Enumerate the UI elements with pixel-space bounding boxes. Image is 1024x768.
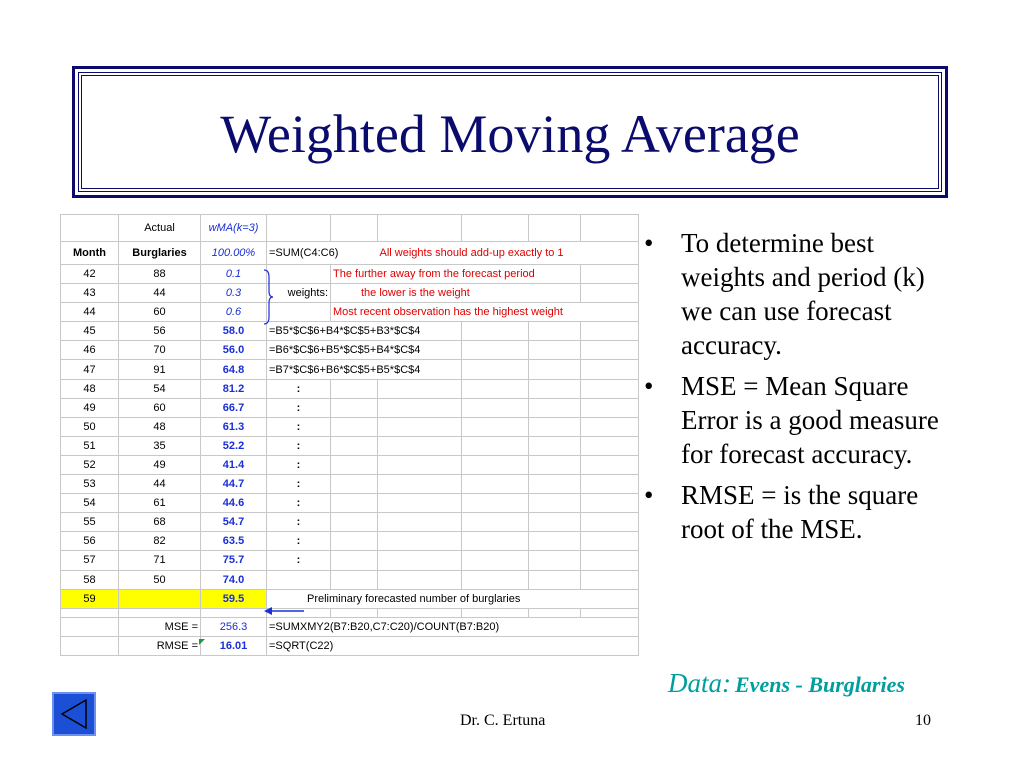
weight-sum: 100.00%: [201, 242, 267, 265]
table-row: 50 48 61.3 :: [61, 417, 639, 436]
page-number: 10: [915, 712, 931, 729]
wma-value: 58.0: [201, 322, 267, 341]
data-source-note: Data: Evens - Burglaries: [668, 668, 905, 698]
footer-author: Dr. C. Ertuna: [460, 712, 546, 729]
wma-value: 54.7: [201, 513, 267, 532]
brace-icon: [263, 269, 273, 325]
wma-value: 52.2: [201, 436, 267, 455]
wma-value: 64.8: [201, 360, 267, 379]
wma-value: 44.6: [201, 494, 267, 513]
title-frame: [72, 66, 948, 198]
header-actual: Actual: [119, 215, 201, 242]
note-lower: the lower is the weight: [331, 284, 581, 303]
wma-value: 44.7: [201, 475, 267, 494]
forecast-row: 59 59.5 Preliminary forecasted number of burglaries: [61, 589, 639, 608]
rmse-value: 16.01: [201, 636, 267, 655]
comment-marker-icon: [199, 639, 205, 645]
table-row: 42 88 0.1 The further away from the forecast period: [61, 265, 639, 284]
table-row: 52 49 41.4 :: [61, 455, 639, 474]
slide-title: Weighted Moving Average: [220, 104, 800, 164]
table-row: 46 70 56.0 =B6*$C$6+B5*$C$5+B4*$C$4: [61, 341, 639, 360]
wma-value: 56.0: [201, 341, 267, 360]
forecast-value: 59.5: [201, 589, 267, 608]
wma-table: [60, 214, 639, 656]
formula-cell: :: [267, 379, 331, 398]
table-row: 57 71 75.7 :: [61, 551, 639, 570]
note-recent: Most recent observation has the highest weight: [331, 303, 639, 322]
mse-row: [61, 617, 639, 636]
formula-cell: :: [267, 513, 331, 532]
bullet-item: • To determine best weights and period (k) we can use forecast accuracy.: [644, 228, 925, 360]
table-row: 45 56 58.0 =B5*$C$6+B4*$C$5+B3*$C$4: [61, 322, 639, 341]
note-sum: All weights should add-up exactly to 1: [378, 242, 639, 265]
formula-cell: :: [267, 475, 331, 494]
table-row: 56 82 63.5 :: [61, 532, 639, 551]
bullet-item: • MSE = Mean Square Error is a good measure for forecast accuracy.: [644, 371, 939, 469]
wma-value: 75.7: [201, 551, 267, 570]
wma-value: 66.7: [201, 398, 267, 417]
table-row: 58 50 74.0: [61, 570, 639, 589]
sum-formula: =SUM(C4:C6): [267, 242, 378, 265]
rmse-label: RMSE =: [119, 636, 201, 655]
formula-cell: :: [267, 398, 331, 417]
table-row: 53 44 44.7 :: [61, 475, 639, 494]
table-row: [61, 215, 639, 242]
formula-cell: =B7*$C$6+B6*$C$5+B5*$C$4: [267, 360, 462, 379]
mse-value: 256.3: [201, 617, 267, 636]
weight-cell: 0.1: [201, 265, 267, 284]
back-triangle-icon: [54, 694, 94, 734]
spreadsheet: [60, 214, 638, 656]
weight-cell: 0.6: [201, 303, 267, 322]
bullet-item: • RMSE = is the square root of the MSE.: [644, 480, 919, 544]
formula-cell: :: [267, 551, 331, 570]
header-wma: wMA(k=3): [201, 215, 267, 242]
formula-cell: :: [267, 455, 331, 474]
wma-value: 61.3: [201, 417, 267, 436]
wma-value: 74.0: [201, 570, 267, 589]
wma-value: 81.2: [201, 379, 267, 398]
header-month: Month: [61, 242, 119, 265]
forecast-note: Preliminary forecasted number of burglaries: [267, 589, 639, 608]
bullet-list: [640, 226, 960, 553]
formula-cell: [267, 570, 331, 589]
table-row: 48 54 81.2 :: [61, 379, 639, 398]
table-row: 47 91 64.8 =B7*$C$6+B6*$C$5+B5*$C$4: [61, 360, 639, 379]
formula-cell: :: [267, 494, 331, 513]
table-row: 49 60 66.7 :: [61, 398, 639, 417]
table-row: 51 35 52.2 :: [61, 436, 639, 455]
rmse-formula: =SQRT(C22): [267, 636, 639, 655]
back-nav-button[interactable]: [52, 692, 96, 736]
table-row: 43 44 0.3 weights: the lower is the weight: [61, 284, 639, 303]
formula-cell: =B5*$C$6+B4*$C$5+B3*$C$4: [267, 322, 462, 341]
header-burglaries: Burglaries: [119, 242, 201, 265]
weight-cell: 0.3: [201, 284, 267, 303]
formula-cell: :: [267, 532, 331, 551]
wma-value: 41.4: [201, 455, 267, 474]
formula-cell: =B6*$C$6+B5*$C$5+B4*$C$4: [267, 341, 462, 360]
table-row: [61, 242, 639, 265]
table-row: 55 68 54.7 :: [61, 513, 639, 532]
arrow-left-icon: [264, 605, 304, 617]
weights-label: weights:: [267, 284, 331, 303]
wma-value: 63.5: [201, 532, 267, 551]
mse-label: MSE =: [119, 617, 201, 636]
mse-formula: =SUMXMY2(B7:B20,C7:C20)/COUNT(B7:B20): [267, 617, 639, 636]
formula-cell: :: [267, 417, 331, 436]
table-row: 54 61 44.6 :: [61, 494, 639, 513]
note-further: The further away from the forecast period: [331, 265, 581, 284]
table-row: 44 60 0.6 Most recent observation has the highest weight: [61, 303, 639, 322]
rmse-row: [61, 636, 639, 655]
formula-cell: :: [267, 436, 331, 455]
